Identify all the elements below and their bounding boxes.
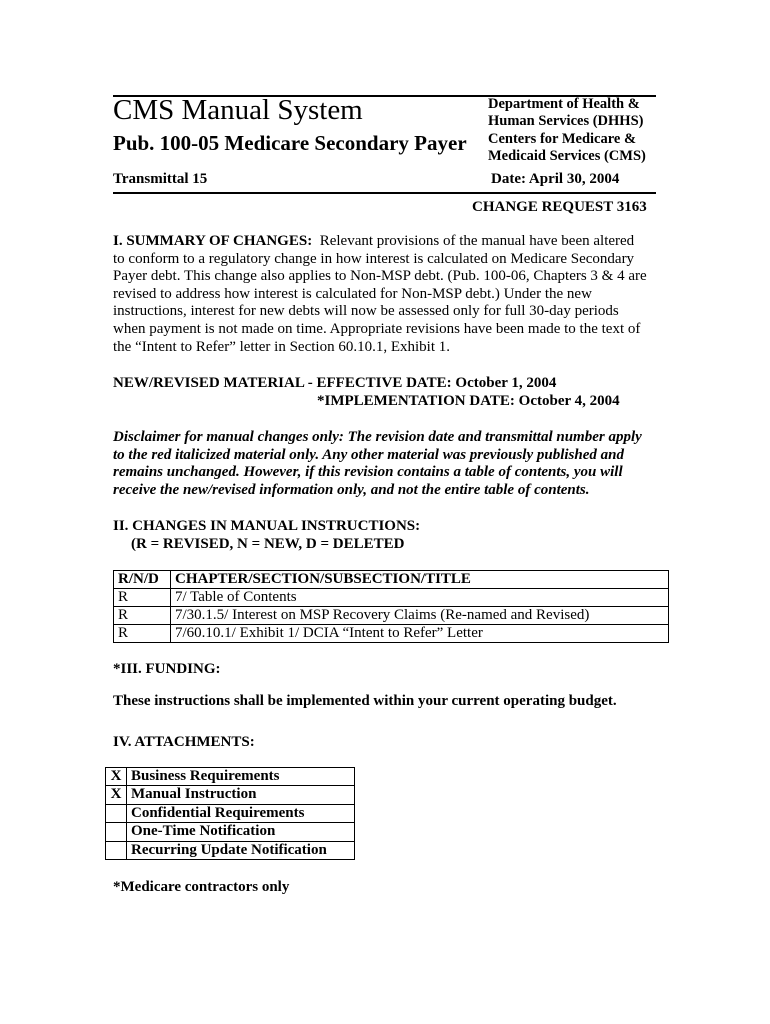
table-row	[114, 607, 669, 625]
changes-legend: (R = REVISED, N = NEW, D = DELETED	[131, 536, 405, 552]
attachment-mark	[106, 841, 127, 859]
header-bottom-rule	[113, 192, 656, 194]
summary-line: the “Intent to Refer” letter in Section 60.10.1, Exhibit 1.	[113, 338, 450, 355]
attachment-mark	[106, 804, 127, 822]
attachment-label: Manual Instruction	[127, 786, 355, 804]
change-request-number: CHANGE REQUEST 3163	[472, 199, 647, 215]
summary-section	[113, 233, 658, 356]
attachments-heading: IV. ATTACHMENTS:	[113, 734, 255, 750]
row-title: 7/ Table of Contents	[171, 589, 669, 607]
disclaimer-line: Disclaimer for manual changes only: The revision date and transmittal number apply	[113, 429, 642, 445]
disclaimer-line: receive the new/revised information only, and not the entire table of contents.	[113, 481, 590, 498]
attachment-label: One-Time Notification	[127, 823, 355, 841]
department-block	[488, 96, 646, 165]
changes-heading: II. CHANGES IN MANUAL INSTRUCTIONS:	[113, 518, 421, 534]
table-row	[114, 625, 669, 643]
attachment-mark	[106, 823, 127, 841]
row-title: 7/30.1.5/ Interest on MSP Recovery Claims (Re-named and Revised)	[171, 607, 669, 625]
attachment-label: Business Requirements	[127, 768, 355, 786]
summary-line: instructions, interest for new debts will now be assessed only for full 30-day periods	[113, 303, 619, 320]
summary-heading: I. SUMMARY OF CHANGES:	[113, 233, 313, 249]
implementation-date: *IMPLEMENTATION DATE: October 4, 2004	[317, 393, 620, 409]
disclaimer-line: remains unchanged. However, if this revision contains a table of contents, you will	[113, 464, 623, 481]
row-title: 7/60.10.1/ Exhibit 1/ DCIA “Intent to Refer” Letter	[171, 625, 669, 643]
department-line: Department of Health &	[488, 96, 640, 112]
attachment-label: Confidential Requirements	[127, 804, 355, 822]
summary-line: when payment is not made on time. Appropriate revisions have been made to the text of	[113, 320, 641, 337]
disclaimer	[113, 429, 658, 499]
row-code: R	[114, 607, 171, 625]
table-row	[106, 804, 355, 822]
manual-title: CMS Manual System	[113, 94, 363, 126]
attachment-label: Recurring Update Notification	[127, 841, 355, 859]
funding-heading: *III. FUNDING:	[113, 661, 221, 677]
attachment-mark: X	[106, 786, 127, 804]
row-code: R	[114, 625, 171, 643]
transmittal-number: Transmittal 15	[113, 171, 208, 187]
department-line: Medicaid Services (CMS)	[488, 147, 646, 164]
table-row	[106, 768, 355, 786]
attachment-mark: X	[106, 768, 127, 786]
summary-line: Payer debt. This change also applies to Non-MSP debt. (Pub. 100-06, Chapters 3 & 4 are	[113, 268, 647, 285]
summary-line: revised to address how interest is calculated for Non-MSP debt.) Under the new	[113, 285, 592, 302]
table-header-row	[114, 571, 669, 589]
table-row	[106, 841, 355, 859]
column-header-title: CHAPTER/SECTION/SUBSECTION/TITLE	[171, 571, 669, 589]
table-row	[114, 589, 669, 607]
effective-date: NEW/REVISED MATERIAL - EFFECTIVE DATE: October 1, 2004	[113, 375, 557, 391]
funding-text: These instructions shall be implemented within your current operating budget.	[113, 693, 617, 709]
disclaimer-line: to the red italicized material only. Any other material was previously published and	[113, 446, 624, 463]
table-row	[106, 823, 355, 841]
table-row	[106, 786, 355, 804]
issue-date: Date: April 30, 2004	[491, 171, 620, 187]
publication-title: Pub. 100-05 Medicare Secondary Payer	[113, 131, 467, 155]
summary-line: to conform to a regulatory change in how interest is calculated on Medicare Secondary	[113, 250, 635, 267]
footnote: *Medicare contractors only	[113, 879, 290, 895]
department-line: Centers for Medicare &	[488, 130, 637, 147]
attachments-table	[105, 767, 355, 860]
column-header-rnd: R/N/D	[114, 571, 171, 589]
summary-line: Relevant provisions of the manual have been altered	[319, 233, 635, 249]
department-line: Human Services (DHHS)	[488, 113, 644, 130]
changes-table	[113, 570, 669, 643]
row-code: R	[114, 589, 171, 607]
